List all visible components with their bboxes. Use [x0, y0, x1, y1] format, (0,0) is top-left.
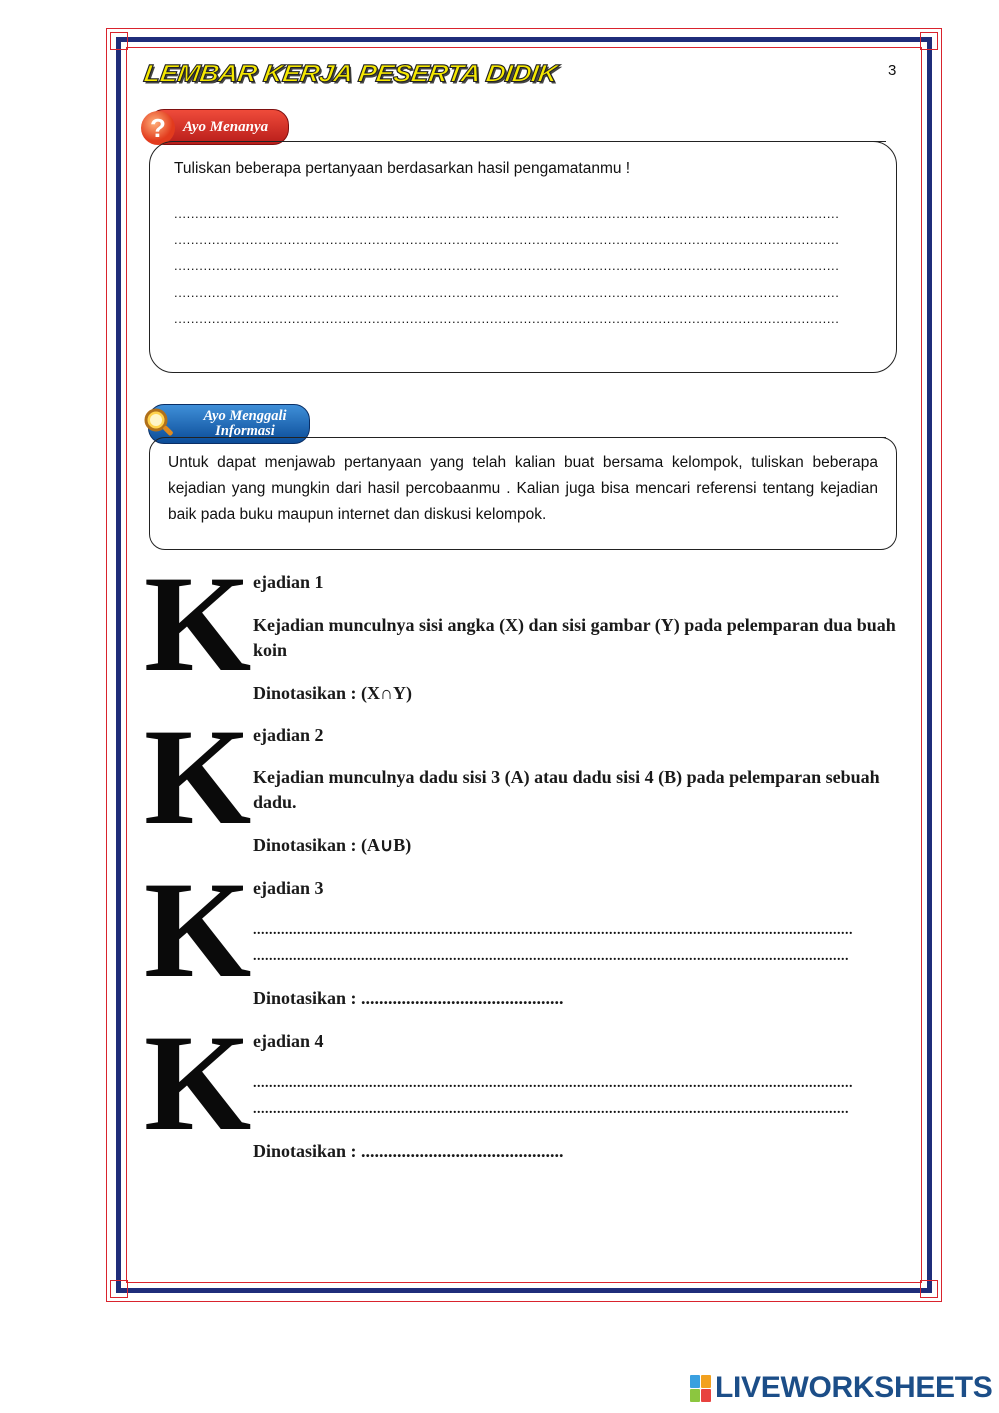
ayo-menggali-label-2: Informasi [215, 423, 275, 439]
answer-line[interactable]: .............................................................................................................................................................. [174, 233, 840, 246]
ayo-menggali-label-1: Ayo Menggali [203, 408, 287, 424]
answer-line[interactable]: .............................................................................................................................................................. [174, 207, 840, 220]
page-number: 3 [888, 62, 897, 79]
frame-corner-ornament [920, 32, 938, 50]
liveworksheets-logo[interactable] [690, 1371, 993, 1405]
magnifier-icon [143, 407, 175, 439]
event-notation[interactable]: Dinotasikan : ............................................. [253, 1141, 564, 1161]
brand-name: LIVEWORKSHEETS [715, 1371, 993, 1404]
ayo-menanya-badge [148, 109, 289, 145]
event-description: Kejadian munculnya sisi angka (X) dan sisi gambar (Y) pada pelemparan dua buah koin [253, 615, 896, 660]
frame-corner-ornament [110, 1280, 128, 1298]
event-answer-line[interactable]: ...................................................................................................................................................... [253, 1077, 853, 1091]
dropcap-k: K [144, 547, 252, 700]
event-answer-line[interactable]: ..................................................................................................................................................... [253, 950, 849, 964]
event-title: ejadian 3 [253, 878, 324, 898]
liveworksheets-icon [690, 1375, 711, 1402]
explore-paragraph: Untuk dapat menjawab pertanyaan yang telah kalian buat bersama kelompok, tuliskan beberapa kejadian yang mungkin dari hasil percobaanmu . Kalian juga bisa mencari referensi tentang kejadian baik pada buku maupun internet dan diskusi kelompok. [168, 454, 878, 523]
event-notation: Dinotasikan : (X∩Y) [253, 683, 412, 703]
answer-line[interactable]: .............................................................................................................................................................. [174, 286, 840, 299]
event-title: ejadian 2 [253, 725, 324, 745]
answer-line[interactable]: .............................................................................................................................................................. [174, 259, 840, 272]
event-description: Kejadian munculnya dadu sisi 3 (A) atau dadu sisi 4 (B) pada pelemparan sebuah dadu. [253, 767, 880, 812]
event-notation: Dinotasikan : (A∪B) [253, 835, 412, 855]
event-answer-line[interactable]: ...................................................................................................................................................... [253, 924, 853, 938]
dropcap-k: K [144, 700, 252, 853]
frame-corner-ornament [920, 1280, 938, 1298]
question-mark-icon: ? [141, 111, 175, 145]
dropcap-k: K [144, 1006, 252, 1159]
ask-instruction: Tuliskan beberapa pertanyaan berdasarkan hasil pengamatanmu ! [174, 160, 631, 177]
event-answer-line[interactable]: ..................................................................................................................................................... [253, 1103, 849, 1117]
event-title: ejadian 4 [253, 1031, 324, 1051]
frame-corner-ornament [110, 32, 128, 50]
event-title: ejadian 1 [253, 572, 324, 592]
page-title: LEMBAR KERJA PESERTA DIDIK [142, 60, 560, 87]
answer-line[interactable]: .............................................................................................................................................................. [174, 312, 840, 325]
event-notation[interactable]: Dinotasikan : ............................................. [253, 988, 564, 1008]
dropcap-k: K [144, 853, 252, 1006]
ayo-menanya-label: Ayo Menanya [183, 118, 269, 135]
